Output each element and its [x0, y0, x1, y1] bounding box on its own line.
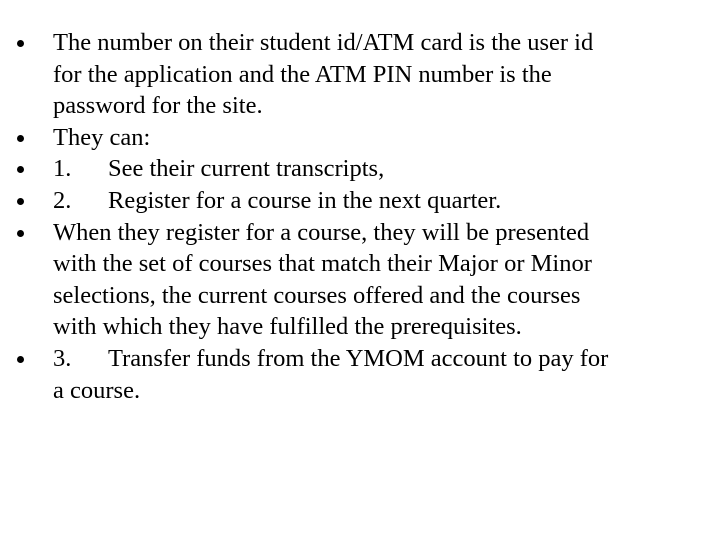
bullet-item-1 [0, 153, 720, 185]
bullet-dot-icon [17, 198, 24, 205]
bullet-list [0, 27, 720, 406]
bullet-dot-icon [17, 40, 24, 47]
bullet-dot-icon [17, 135, 24, 142]
bullet-dot-icon [17, 356, 24, 363]
bullet-text-line: The number on their student id/ATM card is the user id [53, 29, 594, 56]
bullet-text-line: They can: [53, 123, 151, 151]
bullet-register-info [0, 217, 720, 343]
item-text: Transfer funds from the YMOM account to pay for [108, 344, 609, 372]
bullet-item-2 [0, 185, 720, 217]
item-text: See their current transcripts, [108, 155, 385, 183]
item-text: Register for a course in the next quarter. [108, 186, 502, 214]
bullet-text-line: with which they have fulfilled the prerequisites. [53, 313, 522, 341]
bullet-they-can [0, 122, 720, 154]
bullet-dot-icon [17, 166, 24, 173]
item-number: 3. [53, 344, 72, 372]
bullet-text-line: selections, the current courses offered and the courses [53, 281, 581, 309]
item-number: 1. [53, 155, 72, 183]
bullet-dot-icon [17, 230, 24, 237]
bullet-text-line: password for the site. [53, 92, 263, 120]
bullet-text-line: with the set of courses that match their Major or Minor [53, 250, 592, 278]
item-text-continuation: a course. [53, 376, 141, 404]
bullet-item-3 [0, 343, 720, 406]
item-number: 2. [53, 186, 72, 214]
bullet-login-info [0, 27, 720, 122]
bullet-text-line: When they register for a course, they will be presented [53, 218, 590, 246]
bullet-text-line: for the application and the ATM PIN number is the [53, 60, 552, 88]
